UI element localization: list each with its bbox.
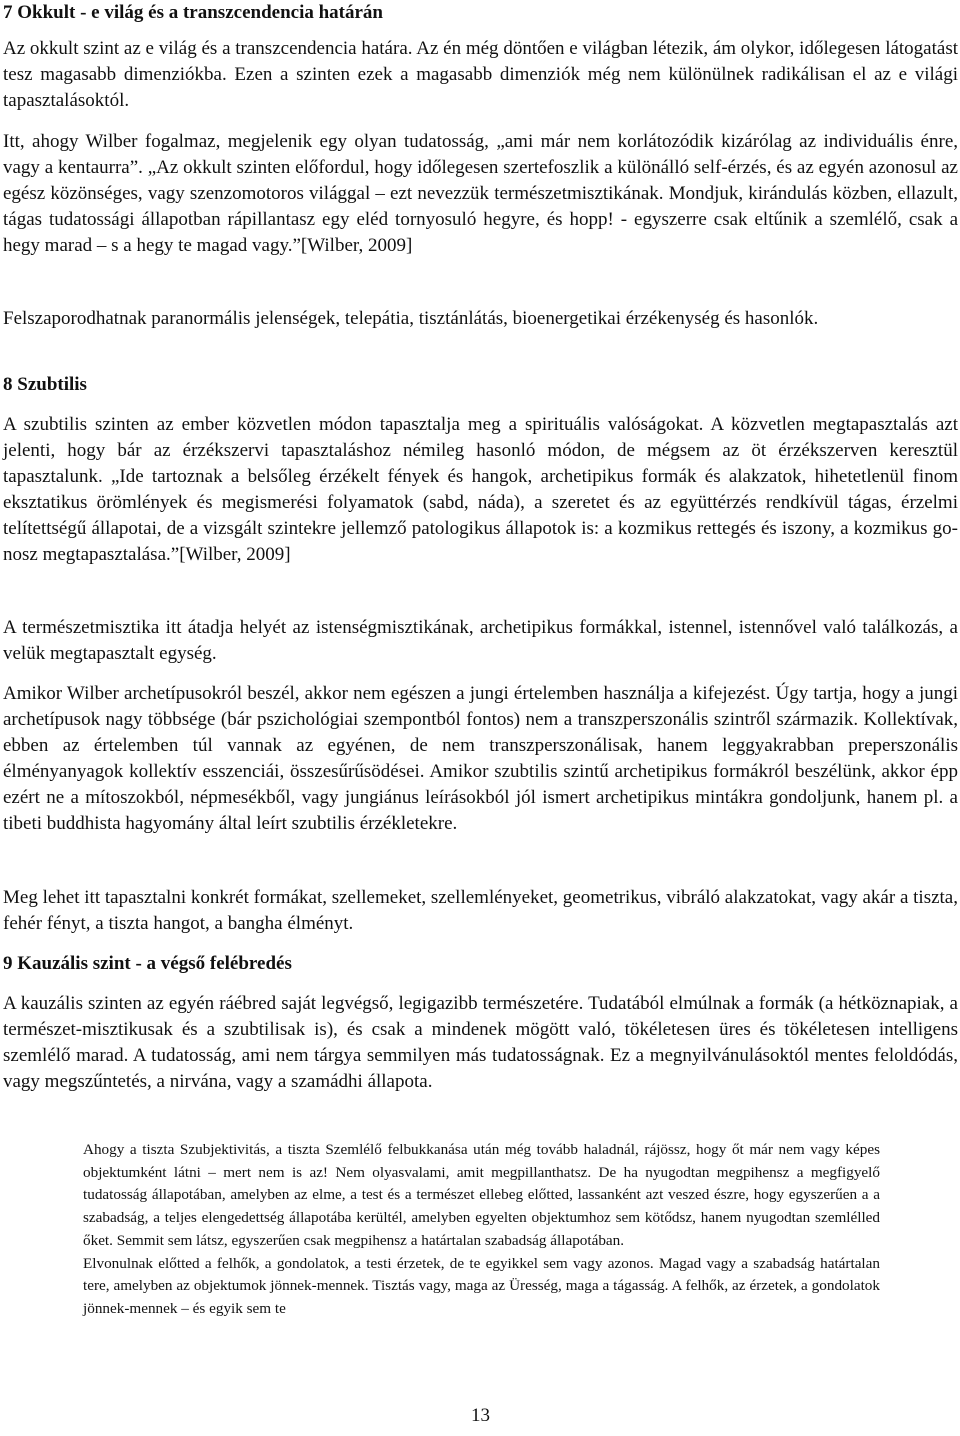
block-quote-paragraph-2: Elvonulnak előtted a felhők, a gondolatok, a testi érzetek, de te egyikkel sem vagy azonos. Magad vagy a szabadság határtalan tere, amelyben az objektumok jönnek-mennek. Tisztás vagy, maga az Üresség, maga a tágasság. A felhők, az érzetek, a gondolatok jönnek-mennek – és egyik sem te — [83, 1254, 880, 1317]
section-8-paragraph-1: A szubtilis szinten az ember közvetlen módon tapasztalja meg a spirituális valóságokat. A közvetlen megtapasztalás azt jelenti, hogy bár az érzékszervi tapasztaláshoz némileg hasonló módon, de mégsem az öt érzékszerven keresztül tapasztalunk. „Ide tartoznak a belsőleg érzékelt fények és hangok, archetipikus formák és alakzatok, hihetetlenül finom eksztatikus örömlények és megismerési folyamatok (sabd, náda), a szeretet és az együttérzés rendkívül tágas, érzelmi telítettségű állapotai, de a vizsgált szintekre jellemző patologikus állapotok is: a kozmikus rettegés és iszony, a kozmikus gonosz megtapasztalása.”[Wilber, 2009] — [3, 414, 958, 565]
section-8-paragraph-3: Amikor Wilber archetípusokról beszél, akkor nem egészen a jungi értelemben használja a kifejezést. Úgy tartja, hogy a jungi archetípusok nagy többsége (bár pszichológiai szempontból fontos) nem a transzperszonális szintről származik. Kollektívak, ebben az értelemben túl vannak az egyénen, de nem transzperszonálisak, hanem leggyakrabban preperszonális élményanyagok kollektív esszenciái, összesűrűsödései. Amikor szubtilis szintű archetipikus formákról beszélünk, akkor épp ezért ne a mítoszokból, népmesékből, vagy jungiánus leírásokból jól ismert archetipikus mintákra gondoljunk, hanem pl. a tibeti buddhista hagyomány által leírt szubtilis érzékletekre. — [3, 683, 958, 834]
section-8-paragraph-4: Meg lehet itt tapasztalni konkrét formákat, szellemeket, szellemlényeket, geometrikus, vibráló alakzatokat, vagy akár a tiszta, fehér fényt, a tiszta hangot, a bangha élményt. — [3, 887, 958, 934]
section-7-paragraph-1: Az okkult szint az e világ és a transzcendencia határa. Az én még döntően e világban létezik, ám olykor, időlegesen látogatást tesz magasabb dimenziókba. Ezen a szinten ezek a magasabb dimenziók még nem különülnek radikálisan el az e világi tapasztalásoktól. — [3, 38, 958, 111]
section-9-heading: 9 Kauzális szint - a végső felébredés — [3, 953, 292, 974]
section-7-paragraph-2: Itt, ahogy Wilber fogalmaz, megjelenik egy olyan tudatosság, „ami már nem korlátozódik kizárólag az individuális énre, vagy a kentaurra”. „Az okkult szinten előfordul, hogy időlegesen szertefoszlik a különálló self-érzés, és az egyén azonosul az egész közönséges, vagy szenzomotoros világgal – ezt nevezzük természetmisztikának. Mondjuk, kirándulás közben, ellazult, tágas tudatossági állapotban rápillantasz egy eléd tornyosuló hegyre, és hopp! - egyszerre csak eltűnik a szemlélő, csak a hegy marad – s a hegy te magad vagy.”[Wilber, 2009] — [3, 131, 958, 256]
block-quote — [83, 1139, 880, 1321]
page-number: 13 — [471, 1405, 490, 1426]
section-7-paragraph-3: Felszaporodhatnak paranormális jelenségek, telepátia, tisztánlátás, bioenergetikai érzékenység és hasonlók. — [3, 308, 819, 329]
section-8-paragraph-2: A természetmisztika itt átadja helyét az istenségmisztikának, archetipikus formákkal, istennel, istennővel való találkozás, a velük megtapasztalt egység. — [3, 617, 958, 664]
section-9-paragraph-1: A kauzális szinten az egyén ráébred saját legvégső, legigazibb természetére. Tudatából elmúlnak a formák (a hétköznapiak, a természet-misztikusak és a szubtilisak is), és csak a mindenek mögött való, tökéletesen üres és tökéletesen intelligens szemlélő marad. A tudatosság, ami nem tárgya semmilyen más tudatosságnak. Ez a megnyilvánulásoktól mentes feloldódás, vagy megszűntetés, a nirvána, vagy a szamádhi állapota. — [3, 993, 958, 1092]
section-8-heading: 8 Szubtilis — [3, 374, 87, 395]
block-quote-paragraph-1: Ahogy a tiszta Szubjektivitás, a tiszta Szemlélő felbukkanása után még tovább haladnál, rájössz, hogy őt már nem vagy képes objektumként látni – mert nem is az! Nem olyasvalami, amit megpillanthatsz. De ha nyugodtan megpihensz a megfigyelő tudatosság állapotában, amelyben az elme, a test és a természet ellebeg előtted, lassanként azt veszed észre, hogy egyszerűen a a szabadság, a teljes elengedettség állapotába kerültél, amelyben egyelten objektumhoz sem kötődsz, hanem nyugodtan szemlélled őket. Semmit sem látsz, egyszerűen csak megpihensz a határtalan szabadság állapotában. — [83, 1141, 880, 1249]
section-7-heading: 7 Okkult - e világ és a transzcendencia határán — [3, 2, 383, 23]
